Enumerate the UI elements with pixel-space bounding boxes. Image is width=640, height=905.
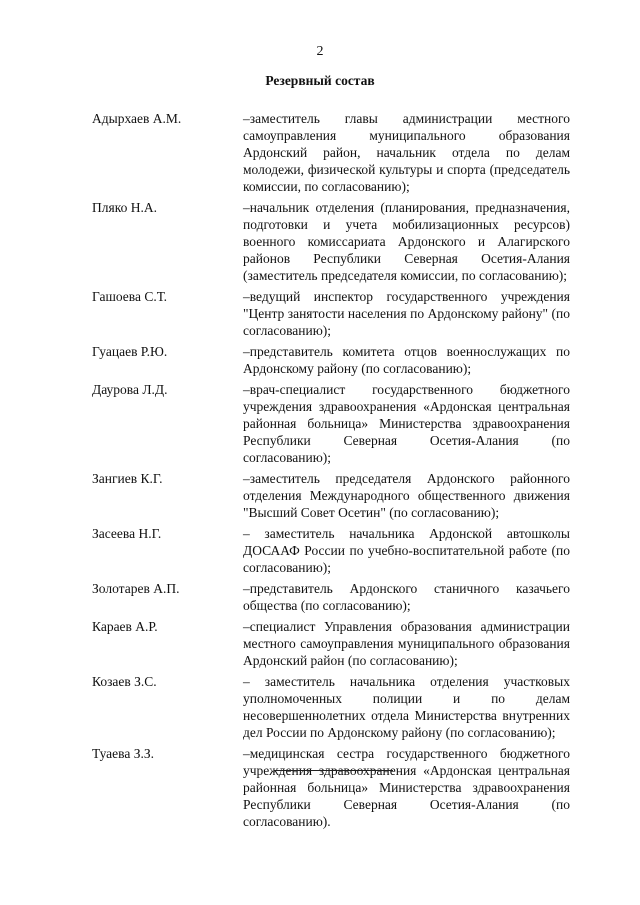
member-role: –заместитель главы администрации местного самоуправления муниципального образования Ардонский район, начальник отдела по делам молодежи, физической культуры и спорта (председатель комиссии, по согласованию); bbox=[243, 111, 570, 194]
member-role: –начальник отделения (планирования, предназначения, подготовки и учета мобилизационных ресурсов) военного комиссариата Ардонского и Алагирского районов Республики Северная Осетия-Алания (заместитель председателя комиссии, по согласованию); bbox=[243, 200, 570, 283]
member-role: –представитель комитета отцов военнослужащих по Ардонскому району (по согласованию); bbox=[243, 344, 570, 376]
list-item bbox=[92, 288, 584, 339]
list-item bbox=[92, 110, 584, 195]
member-name: Гуацаев Р.Ю. bbox=[92, 344, 168, 359]
member-role: –заместитель председателя Ардонского районного отделения Международного общественного движения "Высший Совет Осетин" (по согласованию); bbox=[243, 471, 570, 520]
member-role: –врач-специалист государственного бюджетного учреждения здравоохранения «Ардонская центральная районная больница» Министерства здравоохранения Республики Северная Осетия-Алания (по согласованию); bbox=[243, 382, 570, 465]
member-name: Козаев З.С. bbox=[92, 674, 157, 689]
member-role: –представитель Ардонского станичного казачьего общества (по согласованию); bbox=[243, 581, 570, 613]
member-role: –медицинская сестра государственного бюджетного учреждения здравоохранения «Ардонская центральная районная больница» Министерства здравоохранения Республики Северная Осетия-Алания (по согласованию). bbox=[243, 746, 570, 829]
closing-divider bbox=[274, 770, 393, 771]
member-role: – заместитель начальника отделения участковых уполномоченных полиции и по делам несовершеннолетних отдела Министерства внутренних дел России по Ардонскому району (по согласованию); bbox=[243, 674, 570, 740]
list-item bbox=[92, 525, 584, 576]
page-title: Резервный состав bbox=[265, 73, 375, 88]
list-item bbox=[92, 745, 584, 830]
list-item bbox=[92, 381, 584, 466]
member-name: Пляко Н.А. bbox=[92, 200, 157, 215]
member-role: –ведущий инспектор государственного учреждения "Центр занятости населения по Ардонскому району" (по согласованию); bbox=[243, 289, 570, 338]
list-item bbox=[92, 580, 584, 614]
member-name: Туаева З.З. bbox=[92, 746, 154, 761]
list-item bbox=[92, 618, 584, 669]
page-number: 2 bbox=[316, 44, 324, 59]
list-item bbox=[92, 199, 584, 284]
list-item bbox=[92, 470, 584, 521]
member-name: Засеева Н.Г. bbox=[92, 526, 162, 541]
member-name: Адырхаев А.М. bbox=[92, 111, 182, 126]
members-list bbox=[92, 110, 584, 834]
list-item bbox=[92, 343, 584, 377]
member-role: –специалист Управления образования администрации местного самоуправления муниципального образования Ардонский район (по согласованию); bbox=[243, 619, 570, 668]
member-name: Караев А.Р. bbox=[92, 619, 158, 634]
member-name: Зангиев К.Г. bbox=[92, 471, 163, 486]
member-name: Золотарев А.П. bbox=[92, 581, 180, 596]
list-item bbox=[92, 673, 584, 741]
member-name: Гашоева С.Т. bbox=[92, 289, 167, 304]
member-role: – заместитель начальника Ардонской автошколы ДОСААФ России по учебно-воспитательной работе (по согласованию); bbox=[243, 526, 570, 575]
member-name: Даурова Л.Д. bbox=[92, 382, 168, 397]
